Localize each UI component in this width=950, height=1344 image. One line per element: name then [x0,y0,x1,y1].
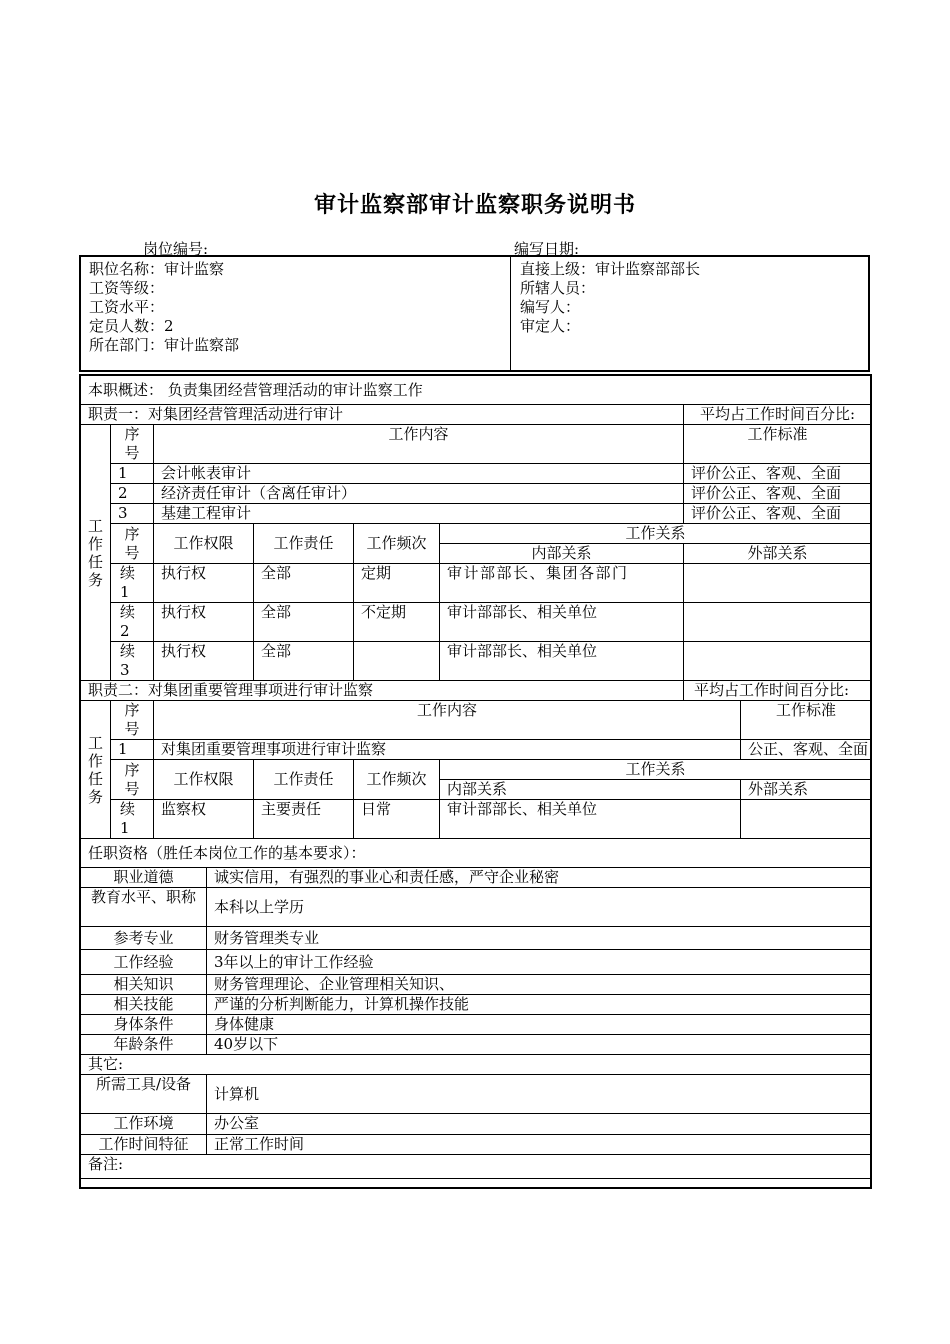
qualifications-title: 任职资格（胜任本岗位工作的基本要求）： [81,839,872,868]
table-row [81,484,872,504]
duty2-rel-external [741,800,872,839]
table-row [81,1114,872,1135]
table-row [81,995,872,1015]
duty1-rel-external [684,642,872,681]
main-table-box [79,374,872,1189]
duty1-task-content: 会计帐表审计 [154,464,684,484]
duty2-side-label: 工作任务 [81,701,111,839]
table-row [81,740,872,760]
duty2-rel-col-no: 序号 [111,760,154,800]
table-row [81,504,872,524]
duty1-side-label: 工作任务 [81,425,111,681]
date-label: 编写日期: [514,240,580,258]
qual-label: 参考专业 [81,927,207,950]
qual-value: 40岁以下 [207,1035,872,1055]
duty2-rel-no: 续1 [111,800,154,839]
other-title: 其它: [81,1055,872,1075]
duty1-rel-external [684,564,872,603]
duty2-col-standard: 工作标准 [741,701,872,740]
table-row [81,603,872,642]
department: 所在部门：审计监察部 [89,336,240,354]
duty1-col-relation: 工作关系 [440,524,872,544]
duty1-col-authority: 工作权限 [154,524,254,564]
duty1-col-frequency: 工作频次 [354,524,440,564]
duty2-task-standard: 公正、客观、全面 [741,740,872,760]
duty2-col-external: 外部关系 [741,780,872,800]
qual-value: 财务管理类专业 [207,927,872,950]
duty2-time-pct: 平均占工作时间百分比: [684,681,872,701]
qual-label: 职业道德 [81,868,207,888]
basic-info-divider [510,257,511,370]
qual-value: 身体健康 [207,1015,872,1035]
qual-value: 诚实信用，有强烈的事业心和责任感，严守企业秘密 [207,868,872,888]
post-no-label: 岗位编号: [143,240,209,258]
duty1-col-internal: 内部关系 [440,544,684,564]
other-label: 所需工具/设备 [81,1075,207,1114]
writer: 编写人： [520,298,581,316]
basic-info-right [520,260,700,336]
page-title: 审计监察部审计监察职务说明书 [313,193,636,218]
table-row [81,888,872,927]
duty2-rel-frequency: 日常 [354,800,440,839]
duty1-rel-frequency [354,642,440,681]
duty1-rel-frequency: 不定期 [354,603,440,642]
basic-info-box [79,255,870,372]
qual-value: 3年以上的审计工作经验 [207,950,872,975]
duty1-rel-external [684,603,872,642]
duty1-col-no: 序号 [111,425,154,464]
duty1-title: 职责一：对集团经营管理活动进行审计 [81,405,684,425]
qual-value: 严谨的分析判断能力，计算机操作技能 [207,995,872,1015]
duty1-task-content: 基建工程审计 [154,504,684,524]
duty1-rel-frequency: 定期 [354,564,440,603]
table-row [81,950,872,975]
duty1-task-content: 经济责任审计（含离任审计） [154,484,684,504]
duty1-rel-col-no: 序号 [111,524,154,564]
duty1-task-standard: 评价公正、客观、全面 [684,484,872,504]
duty2-col-authority: 工作权限 [154,760,254,800]
duty1-rel-authority: 执行权 [154,642,254,681]
table-row [81,868,872,888]
duty1-rel-no: 续1 [111,564,154,603]
other-value: 办公室 [207,1114,872,1135]
qual-label: 身体条件 [81,1015,207,1035]
table-row [81,1075,872,1114]
qual-value: 财务管理理论、企业管理相关知识、 [207,975,872,995]
qual-label: 年龄条件 [81,1035,207,1055]
table-row [81,1135,872,1155]
qual-label: 教育水平、职称 [81,888,207,927]
duty2-col-frequency: 工作频次 [354,760,440,800]
duty2-col-content: 工作内容 [154,701,741,740]
table-row [81,642,872,681]
headcount: 定员人数：2 [89,317,174,335]
duty1-col-standard: 工作标准 [684,425,872,464]
basic-info-left [89,260,239,355]
qual-value: 本科以上学历 [207,888,872,927]
duty1-task-no: 3 [111,504,154,524]
duty1-col-responsibility: 工作责任 [254,524,354,564]
table-row [81,927,872,950]
duty2-rel-authority: 监察权 [154,800,254,839]
duty1-time-pct: 平均占工作时间百分比: [684,405,872,425]
duty1-rel-responsibility: 全部 [254,642,354,681]
duty2-col-internal: 内部关系 [440,780,741,800]
duty1-rel-no: 续2 [111,603,154,642]
duty2-col-relation: 工作关系 [440,760,872,780]
duty2-title: 职责二：对集团重要管理事项进行审计监察 [81,681,684,701]
duty2-task-content: 对集团重要管理事项进行审计监察 [154,740,741,760]
duty1-rel-responsibility: 全部 [254,564,354,603]
qual-label: 相关知识 [81,975,207,995]
duty1-rel-responsibility: 全部 [254,603,354,642]
duty1-task-standard: 评价公正、客观、全面 [684,464,872,484]
duty1-col-content: 工作内容 [154,425,684,464]
other-value: 计算机 [207,1075,872,1114]
duty1-col-external: 外部关系 [684,544,872,564]
approver: 审定人： [520,317,581,335]
table-row [81,564,872,603]
duty1-rel-authority: 执行权 [154,564,254,603]
table-row [81,464,872,484]
salary-grade: 工资等级： [89,279,165,297]
duty1-rel-internal: 审计部部长、相关单位 [440,603,684,642]
other-label: 工作环境 [81,1114,207,1135]
salary-level: 工资水平： [89,298,165,316]
duty2-col-responsibility: 工作责任 [254,760,354,800]
duty1-rel-internal: 审计部部长、集团各部门 [440,564,684,603]
duty2-col-no: 序号 [111,701,154,740]
subordinates: 所辖人员： [520,279,596,297]
duty1-rel-internal: 审计部部长、相关单位 [440,642,684,681]
table-row [81,1015,872,1035]
remarks: 备注: [81,1155,872,1179]
duty1-task-standard: 评价公正、客观、全面 [684,504,872,524]
duty1-task-no: 1 [111,464,154,484]
duty2-task-no: 1 [111,740,154,760]
qual-label: 工作经验 [81,950,207,975]
overview: 本职概述： 负责集团经营管理活动的审计监察工作 [81,376,872,405]
other-value: 正常工作时间 [207,1135,872,1155]
table-row [81,975,872,995]
main-table [80,375,872,1179]
duty1-rel-authority: 执行权 [154,603,254,642]
direct-superior: 直接上级：审计监察部部长 [520,260,701,278]
qual-label: 相关技能 [81,995,207,1015]
duty1-task-no: 2 [111,484,154,504]
duty1-rel-no: 续3 [111,642,154,681]
table-row [81,1035,872,1055]
duty2-rel-responsibility: 主要责任 [254,800,354,839]
duty2-rel-internal: 审计部部长、相关单位 [440,800,741,839]
other-label: 工作时间特征 [81,1135,207,1155]
table-row [81,800,872,839]
position-name: 职位名称：审计监察 [89,260,225,278]
